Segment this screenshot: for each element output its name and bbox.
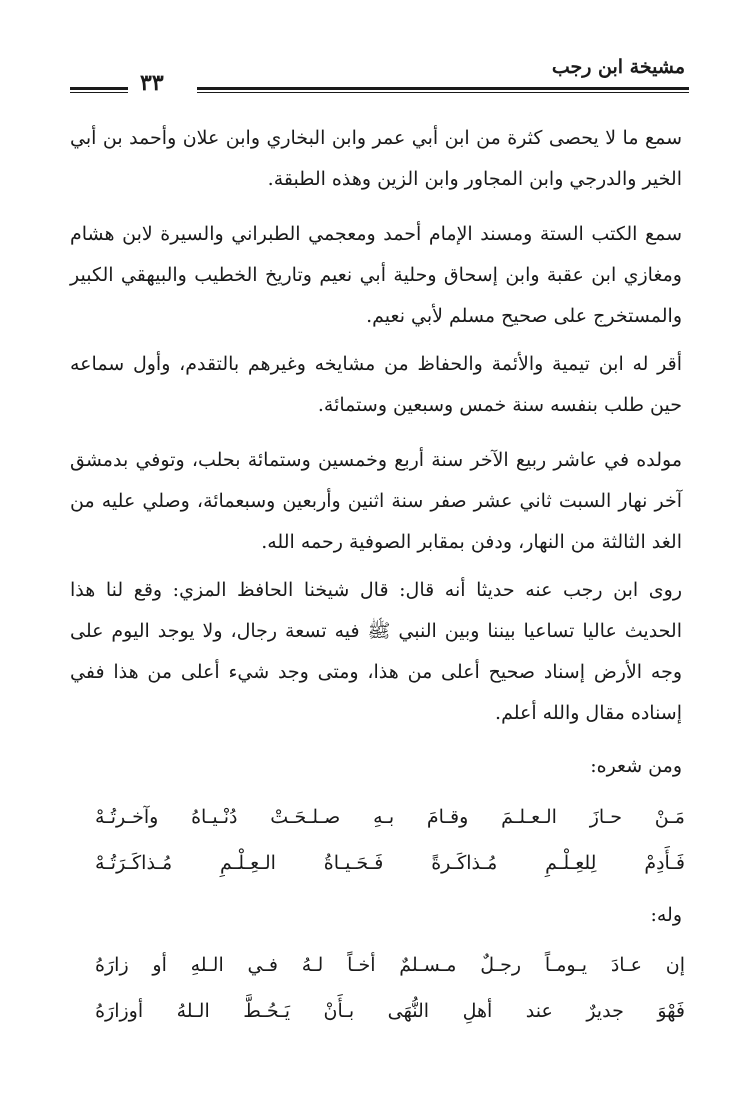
verse-word: مُـذاكَـرةً	[431, 852, 498, 874]
verse-word: لـهُ	[301, 954, 324, 976]
running-title: مشيخة ابن رجب	[551, 56, 685, 78]
header-rule	[197, 92, 689, 93]
verse-word: فَهْوَ	[657, 1000, 685, 1022]
verse-word: أهلِ	[462, 1000, 493, 1022]
verse-word: مـسـلمٌ	[399, 954, 457, 976]
verse-word: الـلهُ	[176, 1000, 210, 1022]
verse-word: فَـحَـيـاةُ	[323, 852, 384, 874]
verse-word: عـادَ	[610, 954, 642, 976]
verse-word: دُنْـيـاهُ	[191, 806, 238, 828]
paragraph: أقر له ابن تيمية والأئمة والحفاظ من مشايخه وغيرهم بالتقدم، وأول سماعه حين طلب بنفسه سنة خمس وسبعين وستمائة.	[70, 353, 682, 416]
paragraph: مولده في عاشر ربيع الآخر سنة أربع وخمسين وستمائة بحلب، وتوفي بدمشق آخر نهار السبت ثاني عشر صفر سنة اثنين وأربعين وسبعمائة، وصلي عليه من الغد الثالثة من النهار، ودفن بمقابر الصوفية رحمه الله.	[70, 449, 682, 553]
verse-word: مُـذاكَـرَتُـهْ	[95, 852, 173, 874]
verse-word: أخـاً	[347, 954, 376, 976]
verse-word: الـعِـلْـمِ	[220, 852, 276, 874]
verse-word: مَـنْ	[654, 806, 685, 828]
paragraph: روى ابن رجب عنه حديثا أنه قال: قال شيخنا الحافظ المزي: وقع لنا هذا الحديث عاليا تساعيا بيننا وبين النبي ﷺ فيه تسعة رجال، ولا يوجد اليوم على وجه الأرض إسناد صحيح أعلى من هذا، ومتى وجد شيء أعلى من هذا ففي إسناده مقال والله أعلم.	[70, 579, 683, 724]
verse-line	[95, 797, 685, 838]
poetry-intro: ومن شعره:	[590, 755, 682, 777]
verse-word: لِلعِـلْـمِ	[545, 852, 597, 874]
header-rule	[70, 87, 128, 90]
verse-word: يَـحُـطَّ	[243, 1000, 290, 1022]
verse-word: يـومـاً	[544, 954, 588, 976]
verse-line	[95, 843, 685, 884]
verse-word: أوزارَهُ	[95, 1000, 144, 1022]
verse-word: إن	[665, 954, 685, 976]
verse-line	[95, 945, 685, 986]
verse-word: رجـلٌ	[480, 954, 522, 976]
header-rule	[197, 87, 689, 90]
paragraph: سمع ما لا يحصى كثرة من ابن أبي عمر وابن البخاري وابن علان وأحمد بن أبي الخير والدرجي وابن المجاور وابن الزين وهذه الطبقة.	[70, 127, 682, 190]
verse-word: جديرٌ	[586, 1000, 624, 1022]
verse-word: زارَهُ	[95, 954, 129, 976]
verse-word: النُّهَى	[387, 1000, 430, 1022]
paragraph: سمع الكتب الستة ومسند الإمام أحمد ومعجمي الطبراني والسيرة لابن هشام ومغازي ابن عقبة وابن إسحاق وحلية أبي نعيم وتاريخ الخطيب والبيهقي الكبير والمستخرج على صحيح مسلم لأبي نعيم.	[70, 223, 682, 327]
verse-line	[95, 991, 685, 1032]
poetry-intro: وله:	[650, 904, 682, 926]
verse-word: بـهِ	[373, 806, 395, 828]
verse-word: فـي	[247, 954, 279, 976]
verse-word: وقـامَ	[426, 806, 469, 828]
verse-word: وآخـرتُـهْ	[95, 806, 159, 828]
verse-word: بـأَنْ	[323, 1000, 355, 1022]
verse-word: الـعـلـمَ	[501, 806, 557, 828]
page-number: ٣٣	[140, 70, 164, 96]
verse-word: صـلـحَـتْ	[270, 806, 341, 828]
verse-word: فَـأَدِمْ	[644, 852, 685, 874]
verse-word: الـلهِ	[190, 954, 224, 976]
verse-word: أو	[152, 954, 167, 976]
verse-word: عند	[525, 1000, 553, 1022]
verse-word: حـازَ	[589, 806, 622, 828]
header-rule	[70, 92, 128, 93]
